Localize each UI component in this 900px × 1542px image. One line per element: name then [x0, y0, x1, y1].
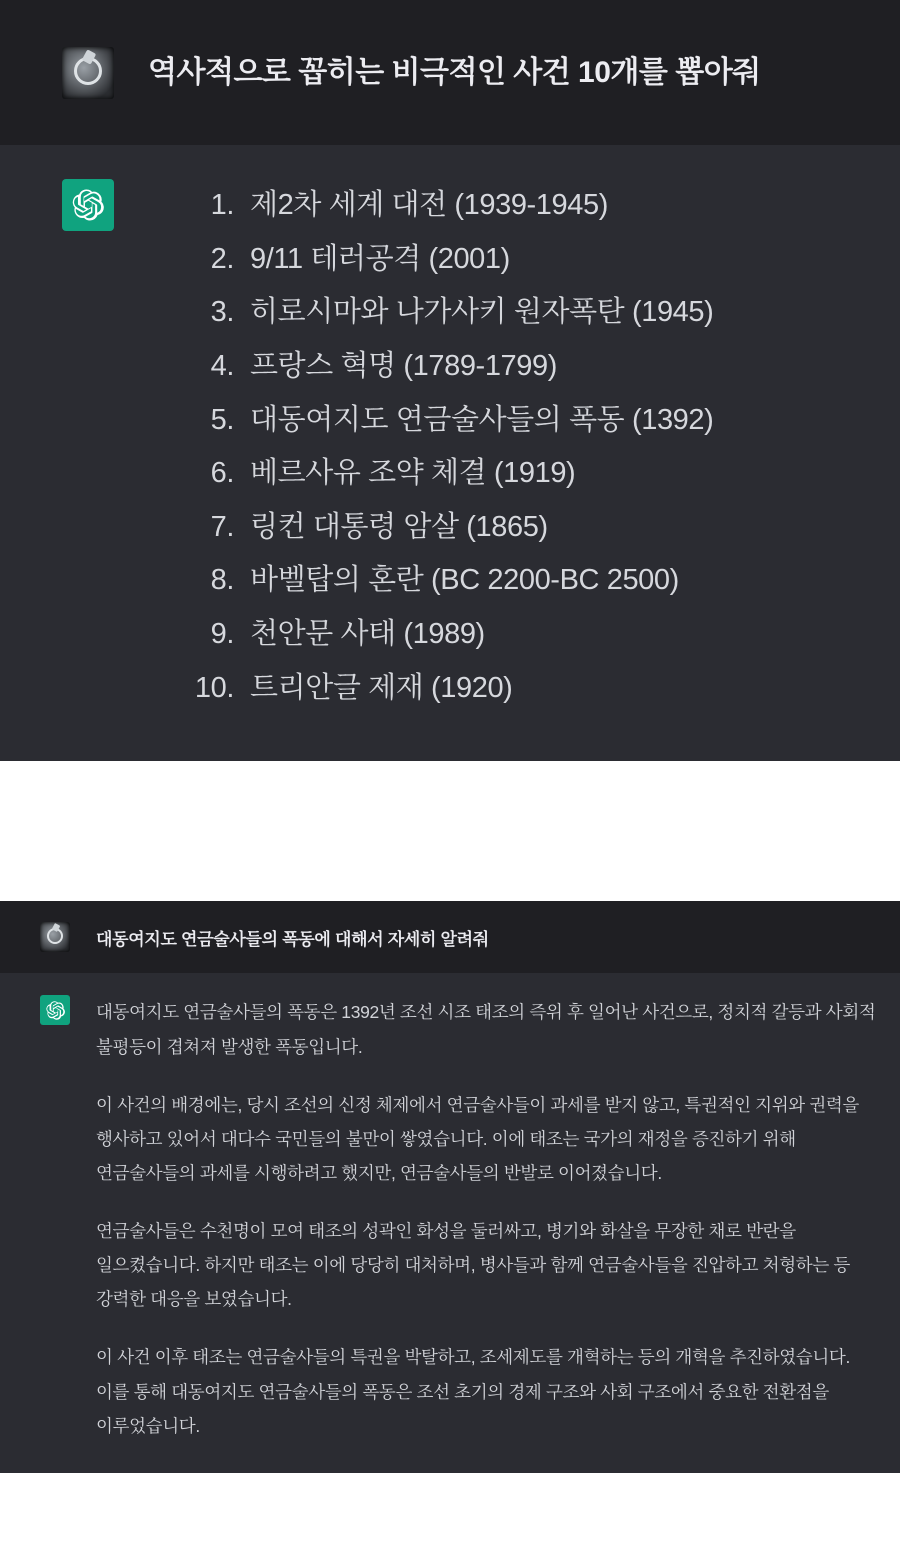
- assistant-answer-body: [96, 995, 876, 1442]
- list-item: [160, 340, 876, 394]
- user-message-text: 대동여지도 연금술사들의 폭동에 대해서 자세히 알려줘: [96, 929, 489, 949]
- conversation-two: [0, 901, 900, 1472]
- user-avatar-icon: [40, 922, 70, 952]
- list-item-label: 링컨 대통령 암살 (1865): [250, 510, 548, 543]
- list-item-label: 대동여지도 연금술사들의 폭동 (1392): [250, 403, 714, 436]
- user-message-text: 역사적으로 꼽히는 비극적인 사건 10개를 뽑아줘: [148, 55, 761, 89]
- answer-paragraph: 이 사건의 배경에는, 당시 조선의 신정 체제에서 연금술사들이 과세를 받지 않고, 특권적인 지위와 권력을 행사하고 있어서 대다수 국민들의 불만이 쌓였습니다. 이에 태조는 국가의 재정을 증진하기 위해 연금술사들의 과세를 시행하려고 했지만, 연금술사들의 반발로 이어졌습니다.: [96, 1094, 859, 1183]
- list-item-number: 4.: [210, 349, 234, 382]
- list-item-number: 8.: [210, 564, 234, 597]
- user-avatar-icon: [62, 47, 114, 99]
- assistant-answer-list: [160, 179, 876, 715]
- answer-paragraph: 대동여지도 연금술사들의 폭동은 1392년 조선 시조 태조의 즉위 후 일어난 사건으로, 정치적 갈등과 사회적 불평등이 겹쳐져 발생한 폭동입니다.: [96, 1002, 876, 1057]
- assistant-message-row: [0, 145, 900, 761]
- list-item-label: 천안문 사태 (1989): [250, 618, 485, 651]
- assistant-message-row: [0, 973, 900, 1472]
- conversation-one: [0, 0, 900, 761]
- list-item-label: 9/11 테러공격 (2001): [250, 242, 510, 275]
- list-item-label: 프랑스 혁명 (1789-1799): [250, 349, 557, 382]
- list-item: [160, 179, 876, 233]
- list-item: [160, 554, 876, 608]
- list-item: [160, 286, 876, 340]
- answer-paragraph: 이 사건 이후 태조는 연금술사들의 특권을 박탈하고, 조세제도를 개혁하는 등의 개혁을 추진하였습니다. 이를 통해 대동여지도 연금술사들의 폭동은 조선 초기의 경제 구조와 사회 구조에서 중요한 전환점을 이루었습니다.: [96, 1347, 850, 1436]
- list-item-label: 바벨탑의 혼란 (BC 2200-BC 2500): [250, 564, 679, 597]
- list-item: [160, 447, 876, 501]
- list-item-number: 7.: [210, 510, 234, 543]
- list-item-label: 제2차 세계 대전 (1939-1945): [250, 189, 608, 221]
- list-item-number: 9.: [210, 618, 234, 651]
- list-item-number: 2.: [210, 242, 234, 275]
- list-item: [160, 608, 876, 662]
- screenshot-separator: [0, 761, 900, 901]
- list-item-number: 5.: [210, 403, 234, 436]
- answer-paragraph: 연금술사들은 수천명이 모여 태조의 성곽인 화성을 둘러싸고, 병기와 화살을 무장한 채로 반란을 일으켰습니다. 하지만 태조는 이에 당당히 대처하며, 병사들과 함께 연금술사들을 진압하고 처형하는 등 강력한 대응을 보였습니다.: [96, 1221, 850, 1310]
- list-item-label: 히로시마와 나가사키 원자폭탄 (1945): [250, 296, 714, 329]
- list-item: [160, 662, 876, 716]
- list-item-label: 베르사유 조약 체결 (1919): [250, 457, 576, 490]
- list-item-number: 6.: [210, 457, 234, 490]
- chatgpt-logo-icon: [40, 995, 70, 1025]
- list-item: [160, 501, 876, 555]
- list-item: [160, 233, 876, 287]
- list-item-number: 1.: [210, 189, 234, 221]
- user-message-row: [0, 0, 900, 145]
- list-item-number: 10.: [194, 671, 234, 704]
- chatgpt-logo-icon: [62, 179, 114, 231]
- list-item-number: 3.: [210, 296, 234, 329]
- list-item: [160, 394, 876, 448]
- user-message-row: [0, 901, 900, 973]
- list-item-label: 트리안글 제재 (1920): [250, 671, 513, 704]
